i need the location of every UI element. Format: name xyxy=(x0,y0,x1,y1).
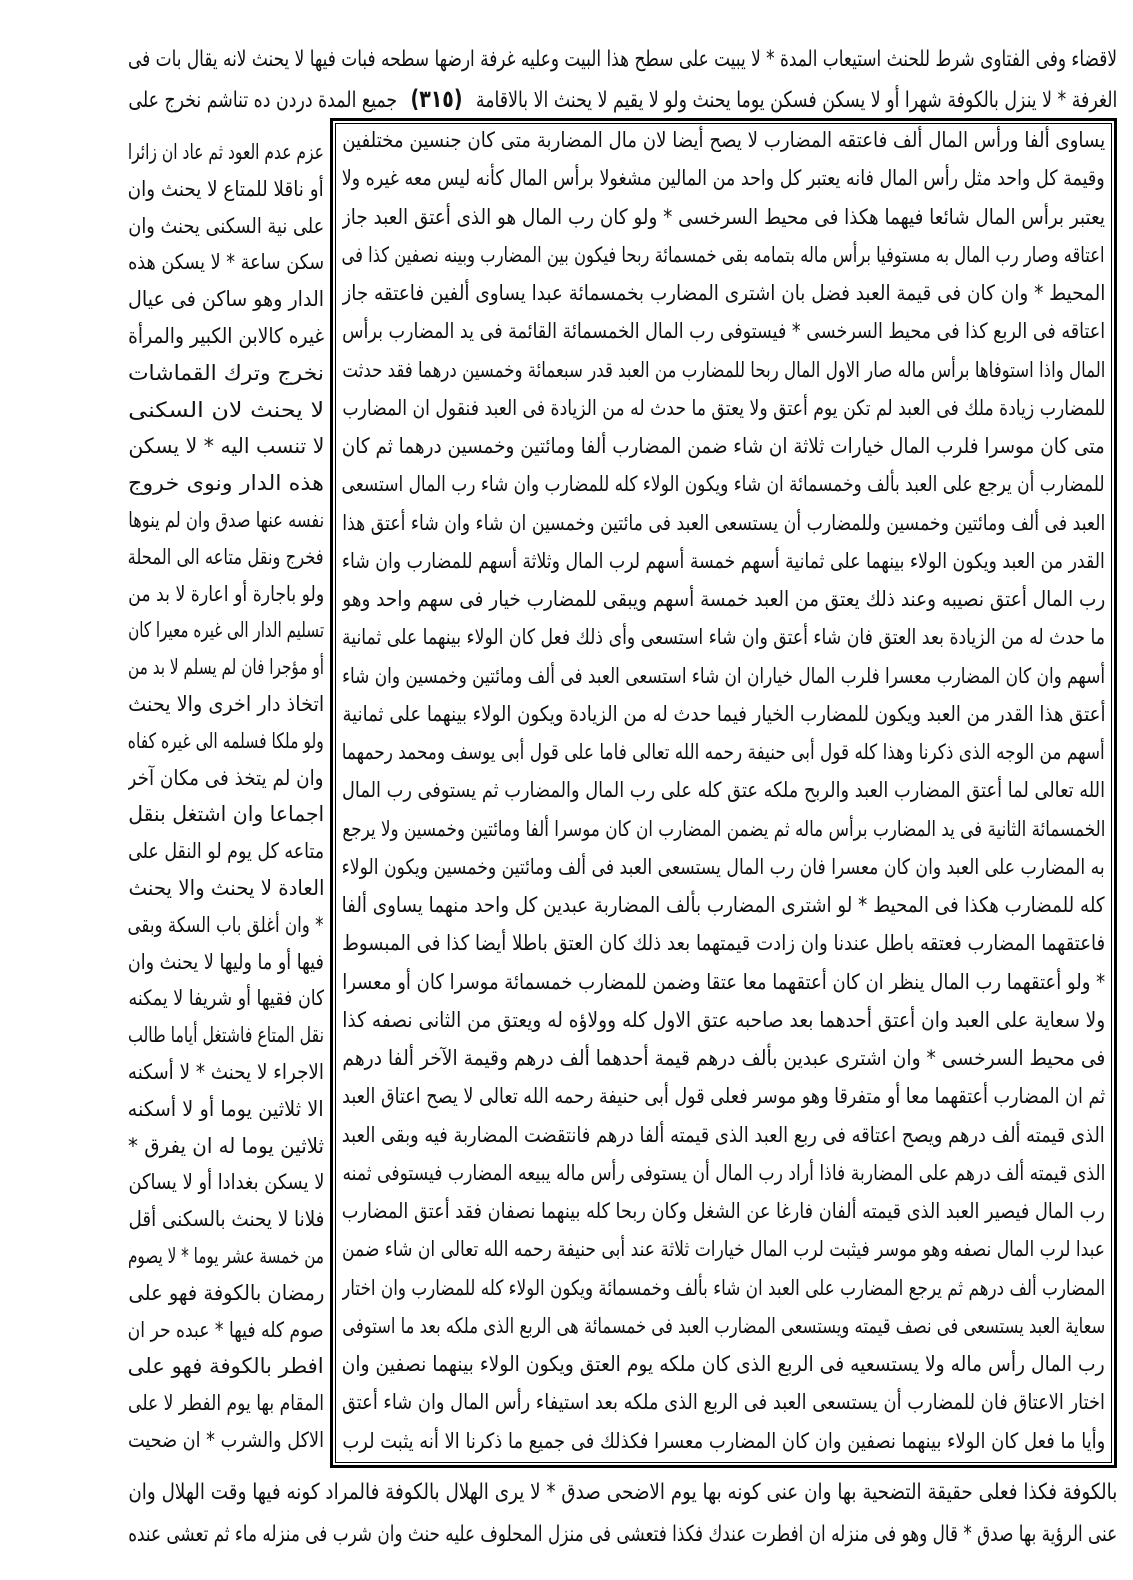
margin-line-text: نفسه عنها صدق وان لم ينوها xyxy=(128,507,324,532)
margin-line xyxy=(128,723,324,760)
margin-line-text: فخرج ونقل متاعه الى المحلة xyxy=(128,544,324,569)
margin-line xyxy=(128,134,324,171)
margin-line xyxy=(128,907,324,944)
main-text-line xyxy=(342,159,1105,197)
margin-line-text: ولو ملكا فسلمه الى غيره كفاه xyxy=(128,728,324,753)
margin-line xyxy=(128,318,324,355)
main-text-line-text: به المضارب على العبد وان كان معسرا فان رب المال يستسعى العبد فى ألف ومائتين وخمسين ويكون الولاء xyxy=(342,854,1105,879)
main-text-line xyxy=(342,236,1105,274)
margin-line xyxy=(128,649,324,686)
main-text-line xyxy=(342,1307,1105,1345)
margin-line xyxy=(128,355,324,392)
main-text-line-text: رب المال رأس ماله ولا يستسعيه فى الربع الذى كان ملكه يوم العتق ويكون الولاء بينهما نصفين وان xyxy=(342,1352,1105,1376)
main-text-line xyxy=(342,657,1105,695)
main-text-line xyxy=(342,427,1105,465)
footer-text-block xyxy=(128,1472,1117,1556)
margin-line xyxy=(128,612,324,649)
main-text-line xyxy=(342,1192,1105,1230)
margin-line xyxy=(128,686,324,723)
margin-line-text: لا تنسب اليه * لا يسكن xyxy=(128,434,324,459)
margin-line-text: من خمسة عشر يوما * لا يصوم xyxy=(128,1243,324,1268)
margin-line xyxy=(128,428,324,465)
main-text-line-text: العبد فى ألف ومائتين وخمسين وللمضارب أن يستسعى العبد فى مائتين وخمسين ان شاء وان شاء أعتق هذا xyxy=(342,510,1105,535)
main-text-line xyxy=(342,886,1105,924)
main-text-line-text: يعتبر برأس المال شائعا فيهما هكذا فى محيط السرخسى * ولو كان رب المال هو الذى أعتق العبد جاز xyxy=(342,204,1105,229)
main-text-line-text: ثم ان المضارب أعتقهما معا أو متفرقا وهو موسر فعلى قول أبى حنيفة رحمه الله تعالى لا يصح اعتاق العبد xyxy=(342,1084,1105,1109)
margin-line xyxy=(128,1164,324,1201)
main-text-line xyxy=(342,389,1105,427)
margin-line-text: الا ثلاثين يوما أو لا أسكنه xyxy=(128,1096,324,1121)
margin-line xyxy=(128,944,324,981)
margin-line xyxy=(128,1385,324,1422)
margin-line-text: أو ناقلا للمتاع لا يحنث وان xyxy=(128,176,324,201)
margin-line-text: اتخاذ دار اخرى والا يحنث xyxy=(128,691,324,716)
main-text-line-text: فى محيط السرخسى * وان اشترى عبدين بألف درهم قيمة أحدهما ألف درهم وقيمة الآخر ألفا درهم xyxy=(342,1046,1105,1070)
margin-line-text: هذه الدار ونوى خروج xyxy=(128,471,324,496)
main-text-line-text: المال واذا استوفاها برأس ماله صار الاول المال ربحا للمضارب من العبد قدر سبعمائة وخمسين درهما فقد حدثت xyxy=(342,357,1105,382)
margin-line xyxy=(128,870,324,907)
main-text-line xyxy=(342,312,1105,350)
main-text-line xyxy=(342,121,1105,159)
main-text-line xyxy=(342,1422,1105,1460)
main-text-line-text: وقيمة كل واحد مثل رأس المال فانه يعتبر كل واحد من المالين مشغولا برأس المال كأنه ليس معه غيره ولا xyxy=(342,166,1105,191)
main-text-line xyxy=(342,963,1105,1001)
main-text-line-text: * ولو أعتقهما رب المال ينظر ان كان أعتقهما معا عتقا وضمن للمضارب خمسمائة موسرا كان أو معسرا xyxy=(342,969,1105,994)
main-text-line-text: فاعتقهما المضارب فعتقه باطل عندنا وان زادت قيمتهما بعد ذلك كان العتق باطلا أيضا كذا فى المبسوط xyxy=(342,931,1105,956)
main-text-line-text: القدر من العبد ويكون الولاء بينهما على ثمانية أسهم خمسة أسهم لرب المال وثلاثة أسهم للمضارب وان شاء xyxy=(342,548,1105,573)
main-text-line xyxy=(342,542,1105,580)
margin-line xyxy=(128,1238,324,1275)
margin-line-text: نخرج وترك القماشات xyxy=(128,360,324,385)
header-line-1-text: لاقضاء وفى الفتاوى شرط للحنث استيعاب المدة * لا يبيت على سطح هذا البيت وعليه غرفة ارضها سطحه فبات فيها لا يحنث لانه يقال بات فى xyxy=(128,47,1117,72)
main-text-line-text: سعاية العبد يستسعى فى نصف قيمته ويستسعى المضارب العبد فى خمسمائة هى الربع الذى ملكه بعد ما استوفى xyxy=(342,1313,1105,1338)
main-text-line xyxy=(342,1001,1105,1039)
margin-line-text: الاكل والشرب * ان ضحيت xyxy=(128,1427,324,1452)
main-text-line xyxy=(342,351,1105,389)
margin-line xyxy=(128,833,324,870)
margin-line xyxy=(128,465,324,502)
main-text-line xyxy=(342,924,1105,962)
margin-line xyxy=(128,1201,324,1238)
main-text-line-text: ما حدث له من الزيادة بعد العتق فان شاء أعتق وان شاء استسعى وأى ذلك فعل كان الولاء بينهما على ثمانية xyxy=(342,625,1105,650)
main-text-line-text: للمضارب أن يرجع على العبد بألف وخمسمائة ان شاء ويكون الولاء كله للمضارب وان شاء رب المال استسعى xyxy=(342,472,1105,497)
margin-line xyxy=(128,1054,324,1091)
main-text-line xyxy=(342,733,1105,771)
margin-line-text: ولو باجارة أو اعارة لا بد من xyxy=(128,581,324,606)
main-text-line xyxy=(342,848,1105,886)
margin-line-text: المقام بها يوم الفطر لا على xyxy=(128,1391,324,1416)
main-text-line xyxy=(342,274,1105,312)
margin-line-text: لا يحنث لان السكنى xyxy=(128,397,324,422)
margin-line-text: تسليم الدار الى غيره معيرا كان xyxy=(128,618,324,643)
main-text-line-text: الذى قيمته ألف درهم ويصح اعتاقه فى ربع العبد الذى قيمته ألفا درهم فانتقضت المضاربة فيه وبقى العبد xyxy=(342,1122,1105,1147)
main-text-line xyxy=(342,1269,1105,1307)
margin-commentary xyxy=(128,134,324,1459)
margin-line-text: لا يسكن بغدادا أو لا يساكن xyxy=(128,1170,324,1195)
main-text-line xyxy=(342,1230,1105,1268)
margin-line xyxy=(128,576,324,613)
main-text-line-text: أسهم وان كان المضارب معسرا فلرب المال خياران ان شاء استسعى العبد فى ألف ومائتين وخمسين وان شاء xyxy=(342,663,1105,688)
main-text-line xyxy=(342,695,1105,733)
main-text-line xyxy=(342,580,1105,618)
margin-line xyxy=(128,1422,324,1459)
footer-line xyxy=(128,1472,1117,1514)
main-text-line-text: رب المال فيصير العبد الذى قيمته ألفان فارغا عن الشغل وكان ربحا كله بينهما نصفان فقد أعتق المضارب xyxy=(342,1199,1105,1223)
margin-line-text: نقل المتاع فاشتغل أياما طالب xyxy=(128,1023,324,1048)
margin-line xyxy=(128,171,324,208)
margin-line-text: كان فقيها أو شريفا لا يمكنه xyxy=(128,986,324,1011)
footer-line-text: عنى الرؤية بها صدق * قال وهو فى منزله ان افطرت عندك فكذا فتعشى فى منزل المحلوف عليه حنث وان شرب فى منزله ماء ثم تعشى عنده xyxy=(128,1522,1117,1547)
main-text-line-text: للمضارب زيادة ملك فى العبد لم تكن يوم أعتق ولا يعتق ما حدث له من الزيادة فى العبد فنقول ان المضارب xyxy=(342,395,1105,420)
main-text-line-text: اعتاقه فى الربع كذا فى محيط السرخسى * فيستوفى رب المال الخمسمائة القائمة فى يد المضارب برأس xyxy=(342,319,1105,344)
main-text-line-text: ولا سعاية على العبد وان أعتق أحدهما بعد صاحبه عتق الاول كله وولاؤه له ويعتق من الثانى نصفه كذا xyxy=(342,1007,1105,1032)
main-text-line xyxy=(342,618,1105,656)
margin-line-text: الاجراء لا يحنث * لا أسكنه xyxy=(128,1059,324,1084)
main-text-line-text: اختار الاعتاق فان للمضارب أن يستسعى العبد فى الربع الذى ملكه بعد استيفاء رأس المال وان شاء أعتق xyxy=(342,1390,1105,1415)
header-line-2 xyxy=(128,80,1117,118)
margin-line-text: افطر بالكوفة فهو على xyxy=(128,1354,324,1379)
main-text-line-text: الله تعالى لما أعتق المضارب العبد والربح ملكه عتق كله على رب المال والمضارب ثم يستوفى رب المال xyxy=(342,778,1105,803)
main-text-line-text: اعتاقه وصار رب المال به مستوفيا برأس ماله بتمامه بقى خمسمائة ربحا فيكون بين المضارب وبينه نصفين كذا فى xyxy=(342,242,1105,267)
margin-line-text: رمضان بالكوفة فهو على xyxy=(128,1280,324,1305)
main-text-line xyxy=(342,810,1105,848)
main-text-line xyxy=(342,504,1105,542)
main-text-line-text: متى كان موسرا فلرب المال خيارات ثلاثة ان شاء ضمن المضارب ألفا ومائتين وخمسين درهما ثم كان xyxy=(342,434,1105,458)
margin-line-text: ثلاثين يوما له ان يفرق * xyxy=(128,1133,324,1158)
header-line-2-content xyxy=(128,80,1117,118)
main-text-line xyxy=(342,465,1105,503)
margin-line-text: أو مؤجرا فان لم يسلم لا بد من xyxy=(128,655,324,680)
main-text-line xyxy=(342,1154,1105,1192)
margin-line-text: عزم عدم العود ثم عاد ان زائرا xyxy=(128,140,324,164)
margin-line-text: وان لم يتخذ فى مكان آخر xyxy=(128,765,324,790)
margin-line xyxy=(128,1091,324,1128)
main-text-line xyxy=(342,1116,1105,1154)
footer-line xyxy=(128,1514,1117,1556)
margin-line-text: فلانا لا يحنث بالسكنى أقل xyxy=(128,1207,324,1232)
margin-line-text: صوم كله فيها * عبده حر ان xyxy=(128,1317,324,1342)
main-text-line-text: عبدا لرب المال نصفه وهو موسر فيثبت لرب المال خيارات ثلاثة عند أبى حنيفة رحمه الله تعالى ان شاء ضمن xyxy=(342,1237,1105,1262)
main-text-line xyxy=(342,1345,1105,1383)
main-text-line-text: رب المال أعتق نصيبه وعند ذلك يعتق من العبد خمسة أسهم ويبقى للمضارب خيار فى سهم واحد وهو xyxy=(342,587,1105,611)
main-text-line-text: كله للمضارب هكذا فى المحيط * لو اشترى المضارب بألف المضاربة عبدين كل واحد منهما يساوى ألفا xyxy=(342,893,1105,917)
main-text-line xyxy=(342,1039,1105,1077)
main-text-line-text: وأيا ما فعل كان الولاء بينهما نصفين وان كان المضارب معسرا فكذلك فى جميع ما ذكرنا الا أنه يثبت لرب xyxy=(342,1428,1105,1453)
main-text-line-text: المحيط * وان كان فى قيمة العبد فضل بان اشترى المضارب بخمسمائة عبدا يساوى ألفين فاعتقه جاز xyxy=(342,281,1105,305)
header-line-2-right-text: الغرفة * لا ينزل بالكوفة شهرا أو لا يسكن فسكن يوما يحنث ولو لا يقيم لا يحنث الا بالاقامة xyxy=(475,88,1117,113)
main-text-line-text: يساوى ألفا ورأس المال ألف فاعتقه المضارب لا يصح أيضا لان مال المضاربة متى كان جنسين مختلفين xyxy=(342,128,1105,152)
main-text-line xyxy=(342,1077,1105,1115)
margin-line xyxy=(128,539,324,576)
margin-line xyxy=(128,980,324,1017)
margin-line xyxy=(128,244,324,281)
margin-line xyxy=(128,1017,324,1054)
main-text-line xyxy=(342,1383,1105,1421)
margin-line xyxy=(128,1128,324,1165)
margin-line-text: العادة لا يحنث والا يحنث xyxy=(128,875,324,900)
margin-line xyxy=(128,281,324,318)
main-text-line xyxy=(342,198,1105,236)
main-text-line-text: الذى قيمته ألف درهم على المضاربة فاذا أراد رب المال أن يستوفى رأس ماله يبيعه المضارب فيستوفى ثمنه xyxy=(342,1160,1105,1185)
footer-line-text: بالكوفة فكذا فعلى حقيقة التضحية بها وان عنى كونه بها يوم الاضحى صدق * لا يرى الهلال بالكوفة فالمراد كونه فيها وقت الهلال وان xyxy=(128,1480,1117,1505)
margin-line-text: متاعه كل يوم لو النقل على xyxy=(128,839,324,864)
main-text-line-text: الخمسمائة الثانية فى يد المضارب برأس ماله ثم يضمن المضارب ان كان موسرا ألفا ومائتين وخمسين ولا يرجع xyxy=(342,816,1105,841)
margin-line xyxy=(128,392,324,429)
main-text-line-text: أعتق هذا القدر من العبد ويكون للمضارب الخيار فيما حدث له من الزيادة ويكون الولاء بينهما على ثمانية xyxy=(342,701,1105,726)
page-number: (٣١٥) xyxy=(410,85,463,113)
header-line-1 xyxy=(128,40,1117,80)
margin-line-text: الدار وهو ساكن فى عيال xyxy=(128,287,324,312)
margin-line-text: على نية السكنى يحنث وان xyxy=(128,213,324,238)
main-text-line xyxy=(342,771,1105,809)
margin-line xyxy=(128,796,324,833)
main-text-block xyxy=(342,121,1105,1460)
main-text-line-text: المضارب ألف درهم ثم يرجع المضارب على العبد ان شاء بألف وخمسمائة ويكون الولاء كله للمضارب وان اختار xyxy=(342,1275,1105,1300)
header-line-2-left-text: جميع المدة دردن ده تناشم نخرج على xyxy=(128,88,397,113)
margin-line xyxy=(128,1275,324,1312)
margin-line xyxy=(128,1348,324,1385)
margin-line-text: سكن ساعة * لا يسكن هذه xyxy=(128,250,324,275)
margin-line xyxy=(128,502,324,539)
margin-line-text: غيره كالابن الكبير والمرأة xyxy=(128,323,324,348)
margin-line-text: * وان أغلق باب السكة وبقى xyxy=(128,912,324,937)
margin-line xyxy=(128,1312,324,1349)
margin-line xyxy=(128,208,324,245)
margin-line-text: فيها أو ما وليها لا يحنث وان xyxy=(128,949,324,974)
main-text-line-text: أسهم من الوجه الذى ذكرنا وهذا كله قول أبى حنيفة رحمه الله تعالى فاما على قول أبى يوسف ومحمد رحمهما xyxy=(342,740,1105,764)
margin-line-text: اجماعا وان اشتغل بنقل xyxy=(128,802,324,827)
margin-line xyxy=(128,760,324,797)
